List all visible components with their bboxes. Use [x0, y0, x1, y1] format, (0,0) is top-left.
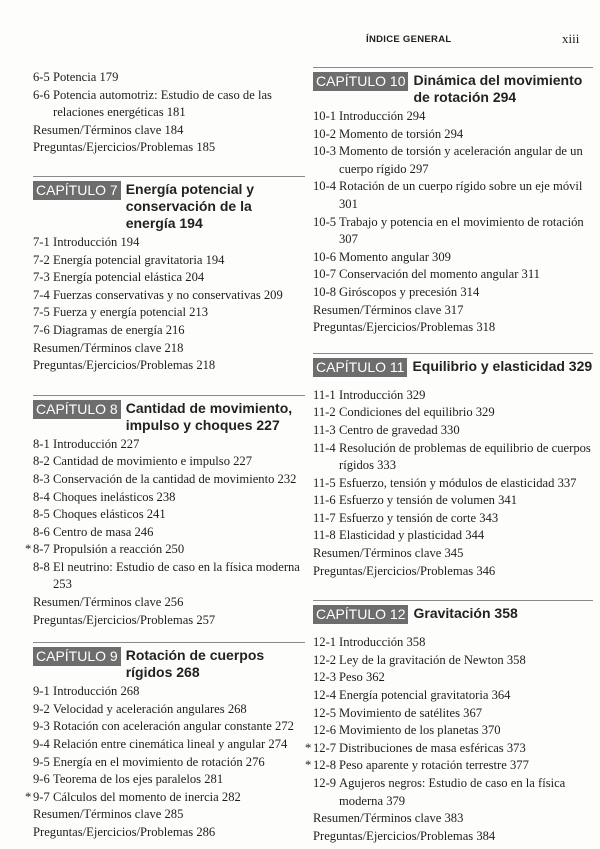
section-number: 11-2 [313, 405, 336, 420]
section-title: Giróscopos y precesión 314 [339, 284, 480, 299]
questions-link: Preguntas/Ejercicios/Problemas 346 [313, 563, 496, 578]
chapter-11 [313, 353, 593, 581]
section-title: Choques inelásticos 238 [53, 489, 176, 504]
section-number: 11-4 [313, 440, 336, 455]
toc-entry [33, 87, 305, 122]
toc-entry [313, 652, 593, 670]
chapter-header [313, 67, 593, 106]
section-number: 7-1 [33, 234, 50, 249]
chapter-heading [313, 72, 593, 106]
section-title: Peso 362 [339, 670, 385, 685]
section-title: Momento de torsión 294 [339, 126, 464, 141]
chapter-heading [313, 358, 593, 377]
toc-entry [33, 754, 305, 772]
section-title: Choques elásticos 241 [53, 507, 166, 522]
toc-entry [313, 178, 593, 213]
section-number: 10-6 [313, 249, 337, 264]
section-number: 10-4 [313, 179, 337, 194]
section-number: 8-8 [33, 559, 50, 574]
section-title: Introducción 194 [53, 234, 140, 249]
section-list [305, 634, 593, 810]
section-number: 11-8 [313, 528, 336, 543]
toc-entry [313, 143, 593, 178]
chapter-label: CAPÍTULO 9 [33, 647, 121, 666]
section-title: Momento angular 309 [339, 249, 451, 264]
section-number: 6-6 [33, 87, 50, 102]
section-title: Teorema de los ejes paralelos 281 [53, 772, 224, 787]
section-number: 8-1 [33, 436, 50, 451]
toc-entry [313, 492, 593, 510]
toc-entry [33, 683, 305, 701]
section-title: Fuerza y energía potencial 213 [53, 305, 209, 320]
section-title: Ley de la gravitación de Newton 358 [339, 652, 526, 667]
chapter-12 [305, 600, 593, 845]
toc-entry [313, 284, 593, 302]
questions-link: Preguntas/Ejercicios/Problemas 218 [33, 358, 216, 373]
section-title: Elasticidad y plasticidad 344 [339, 528, 485, 543]
section-title: Relación entre cinemática lineal y angular 274 [53, 737, 288, 752]
chapter-8 [25, 395, 305, 630]
toc-entry [33, 701, 305, 719]
questions-link: Preguntas/Ejercicios/Problemas 318 [313, 320, 496, 335]
chapter-header [33, 395, 305, 434]
section-number: 9-5 [33, 754, 50, 769]
toc-entry [313, 775, 593, 810]
section-title: Centro de gravedad 330 [339, 422, 460, 437]
section-number: 10-5 [313, 214, 337, 229]
summary-link: Resumen/Términos clave 285 [33, 807, 184, 822]
section-title: Resolución de problemas de equilibrio de cuerpos rígidos 333 [339, 440, 591, 473]
chapter-heading [33, 181, 305, 232]
running-header-title: ÍNDICE GENERAL [366, 34, 452, 45]
toc-entry [313, 249, 593, 267]
section-number: 9-1 [33, 684, 50, 699]
section-title: Propulsión a reacción 250 [53, 542, 185, 557]
section-number: 7-5 [33, 305, 50, 320]
section-number: 12-4 [313, 688, 337, 703]
section-list [25, 436, 305, 594]
section-title: Rotación de un cuerpo rígido sobre un eje móvil 301 [339, 179, 583, 211]
section-title: Rotación con aceleración angular constante 272 [53, 719, 294, 734]
section-number: 7-6 [33, 322, 50, 337]
section-number: 7-2 [33, 252, 50, 267]
chapter-header [313, 353, 593, 377]
section-number: 9-7 [33, 789, 50, 804]
section-number: 12-1 [313, 635, 337, 650]
section-number: 12-3 [313, 670, 337, 685]
toc-entry [313, 266, 593, 284]
summary-link: Resumen/Términos clave 383 [313, 811, 464, 826]
section-title: Peso aparente y rotación terrestre 377 [339, 758, 529, 773]
section-number: 9-2 [33, 701, 50, 716]
section-number: 11-7 [313, 510, 336, 525]
toc-entry [313, 387, 593, 405]
toc-entry [33, 471, 305, 489]
toc-entry [313, 705, 593, 723]
section-number: 6-5 [33, 70, 50, 84]
section-title: Esfuerzo y tensión de corte 343 [339, 510, 499, 525]
toc-entry [313, 687, 593, 705]
toc-entry [33, 506, 305, 524]
section-number: 11-6 [313, 493, 336, 508]
toc-entry [33, 436, 305, 454]
chapter-10 [313, 67, 593, 337]
left-column [25, 69, 305, 842]
section-number: 12-6 [313, 723, 337, 738]
toc-entry [313, 422, 593, 440]
chapter-title: Gravitación 358 [413, 605, 518, 622]
section-title: Distribuciones de masa esféricas 373 [339, 740, 526, 755]
chapter-7 [33, 176, 305, 375]
section-number: 11-1 [313, 387, 336, 402]
toc-entry [33, 771, 305, 789]
page-number: xiii [562, 31, 580, 46]
summary-link: Resumen/Términos clave 256 [33, 595, 184, 610]
chapter-heading [313, 605, 593, 624]
toc-entry [305, 740, 593, 758]
section-title: Cantidad de movimiento e impulso 227 [53, 454, 253, 469]
section-title: Introducción 294 [339, 109, 426, 123]
right-column [305, 67, 593, 845]
section-number: 10-8 [313, 284, 337, 299]
chapter-label: CAPÍTULO 10 [313, 72, 408, 91]
section-title: Agujeros negros: Estudio de caso en la física moderna 379 [339, 776, 566, 808]
toc-entry [33, 489, 305, 507]
summary-link: Resumen/Términos clave 317 [313, 302, 464, 317]
toc-entry [33, 304, 305, 322]
chapter-9 [25, 642, 305, 841]
summary-link: Resumen/Términos clave 345 [313, 546, 464, 561]
toc-entry [33, 234, 305, 252]
section-title: Introducción 268 [53, 684, 140, 699]
section-list [25, 683, 305, 806]
section-list [313, 108, 593, 302]
section-list [313, 387, 593, 545]
section-number: 7-3 [33, 270, 50, 285]
section-title: Esfuerzo, tensión y módulos de elasticidad 337 [339, 475, 577, 490]
toc-entry [33, 322, 305, 340]
optional-section-marker: * [25, 542, 32, 557]
section-number: 8-3 [33, 471, 50, 486]
section-list [33, 234, 305, 340]
toc-entry [305, 757, 593, 775]
section-number: 8-2 [33, 454, 50, 469]
toc-entry [313, 126, 593, 144]
section-title: Trabajo y potencia en el movimiento de rotación 307 [339, 214, 584, 247]
section-title: Fuerzas conservativas y no conservativas 209 [53, 287, 283, 302]
section-number: 9-6 [33, 772, 50, 787]
section-number: 12-7 [313, 740, 337, 755]
toc-entry [33, 287, 305, 305]
chapter-title: Equilibrio y elasticidad 329 [412, 357, 593, 374]
section-title: Potencia 179 [53, 70, 119, 84]
section-number: 12-2 [313, 652, 337, 667]
section-list [33, 69, 305, 122]
section-title: Centro de masa 246 [53, 524, 154, 539]
chapter-label: CAPÍTULO 8 [33, 400, 121, 419]
section-title: El neutrino: Estudio de caso en la física moderna 253 [53, 559, 300, 592]
section-title: Conservación de la cantidad de movimiento 232 [53, 471, 297, 486]
toc-entry [25, 541, 305, 559]
toc-entry [313, 475, 593, 493]
chapter-label: CAPÍTULO 12 [313, 605, 408, 624]
section-number: 10-7 [313, 267, 337, 282]
section-number: 10-1 [313, 109, 337, 123]
toc-entry [33, 69, 305, 87]
toc-entry [313, 527, 593, 545]
section-title: Introducción 358 [339, 635, 426, 650]
optional-section-marker: * [305, 740, 312, 755]
section-number: 12-5 [313, 705, 337, 720]
section-title: Velocidad y aceleración angulares 268 [53, 701, 247, 716]
chapter-title: Rotación de cuerpos rígidos 268 [125, 647, 265, 681]
section-number: 8-7 [33, 542, 50, 557]
section-title: Energía en el movimiento de rotación 276 [53, 754, 265, 769]
toc-entry [313, 214, 593, 249]
toc-entry [33, 736, 305, 754]
toc-entry [313, 510, 593, 528]
section-title: Cálculos del momento de inercia 282 [53, 789, 241, 804]
toc-entry [33, 269, 305, 287]
chapter-title: Dinámica del movimiento de rotación 294 [413, 72, 583, 105]
section-title: Condiciones del equilibrio 329 [339, 405, 495, 420]
section-title: Introducción 227 [53, 436, 140, 451]
section-number: 8-5 [33, 507, 50, 522]
summary-link: Resumen/Términos clave 184 [33, 122, 184, 137]
toc-entry [313, 440, 593, 475]
section-title: Energía potencial elástica 204 [53, 270, 205, 285]
section-number: 8-6 [33, 524, 50, 539]
toc-entry [313, 722, 593, 740]
summary-link: Resumen/Términos clave 218 [33, 340, 184, 355]
section-title: Conservación del momento angular 311 [339, 267, 540, 282]
questions-link: Preguntas/Ejercicios/Problemas 384 [313, 828, 496, 843]
toc-entry [313, 669, 593, 687]
section-number: 11-3 [313, 422, 336, 437]
toc-entry [25, 789, 305, 807]
chapter-title: Energía potencial y conservación de la energía 194 [125, 180, 255, 231]
optional-section-marker: * [25, 789, 32, 804]
chapter-header [33, 176, 305, 232]
chapter-heading [33, 647, 305, 681]
section-title: Diagramas de energía 216 [53, 322, 185, 337]
toc-entry [33, 524, 305, 542]
section-title: Energía potencial gravitatoria 364 [339, 688, 511, 703]
section-number: 12-9 [313, 776, 337, 790]
section-number: 7-4 [33, 287, 50, 302]
chapter-label: CAPÍTULO 11 [313, 358, 407, 377]
section-number: 12-8 [313, 758, 337, 773]
optional-section-marker: * [305, 758, 312, 773]
toc-entry [313, 634, 593, 652]
chapter-title: Cantidad de movimiento, impulso y choques 227 [125, 399, 293, 433]
toc-entry [33, 252, 305, 270]
section-title: Potencia automotriz: Estudio de caso de las relaciones energéticas 181 [53, 87, 272, 120]
toc-entry [313, 404, 593, 422]
section-title: Introducción 329 [339, 387, 426, 402]
section-number: 9-4 [33, 737, 50, 752]
chapter-header [33, 642, 305, 681]
section-title: Movimiento de satélites 367 [339, 705, 483, 720]
section-number: 11-5 [313, 475, 336, 490]
section-number: 10-3 [313, 144, 337, 159]
section-number: 9-3 [33, 719, 50, 734]
chapter-heading [33, 400, 305, 434]
chapter-label: CAPÍTULO 7 [33, 181, 121, 200]
questions-link: Preguntas/Ejercicios/Problemas 286 [33, 825, 216, 839]
chapter-header [313, 600, 593, 624]
toc-entry [33, 453, 305, 471]
section-number: 10-2 [313, 126, 337, 141]
section-title: Momento de torsión y aceleración angular de un cuerpo rígido 297 [339, 144, 583, 176]
section-title: Energía potencial gravitatoria 194 [53, 252, 225, 267]
section-title: Esfuerzo y tensión de volumen 341 [339, 493, 518, 508]
questions-link: Preguntas/Ejercicios/Problemas 185 [33, 140, 216, 155]
toc-entry [33, 559, 305, 594]
chapter-6-continued [33, 69, 305, 157]
questions-link: Preguntas/Ejercicios/Problemas 257 [33, 612, 216, 627]
toc-entry [33, 718, 305, 736]
toc-entry [313, 108, 593, 126]
section-title: Movimiento de los planetas 370 [339, 723, 501, 738]
section-number: 8-4 [33, 489, 50, 504]
